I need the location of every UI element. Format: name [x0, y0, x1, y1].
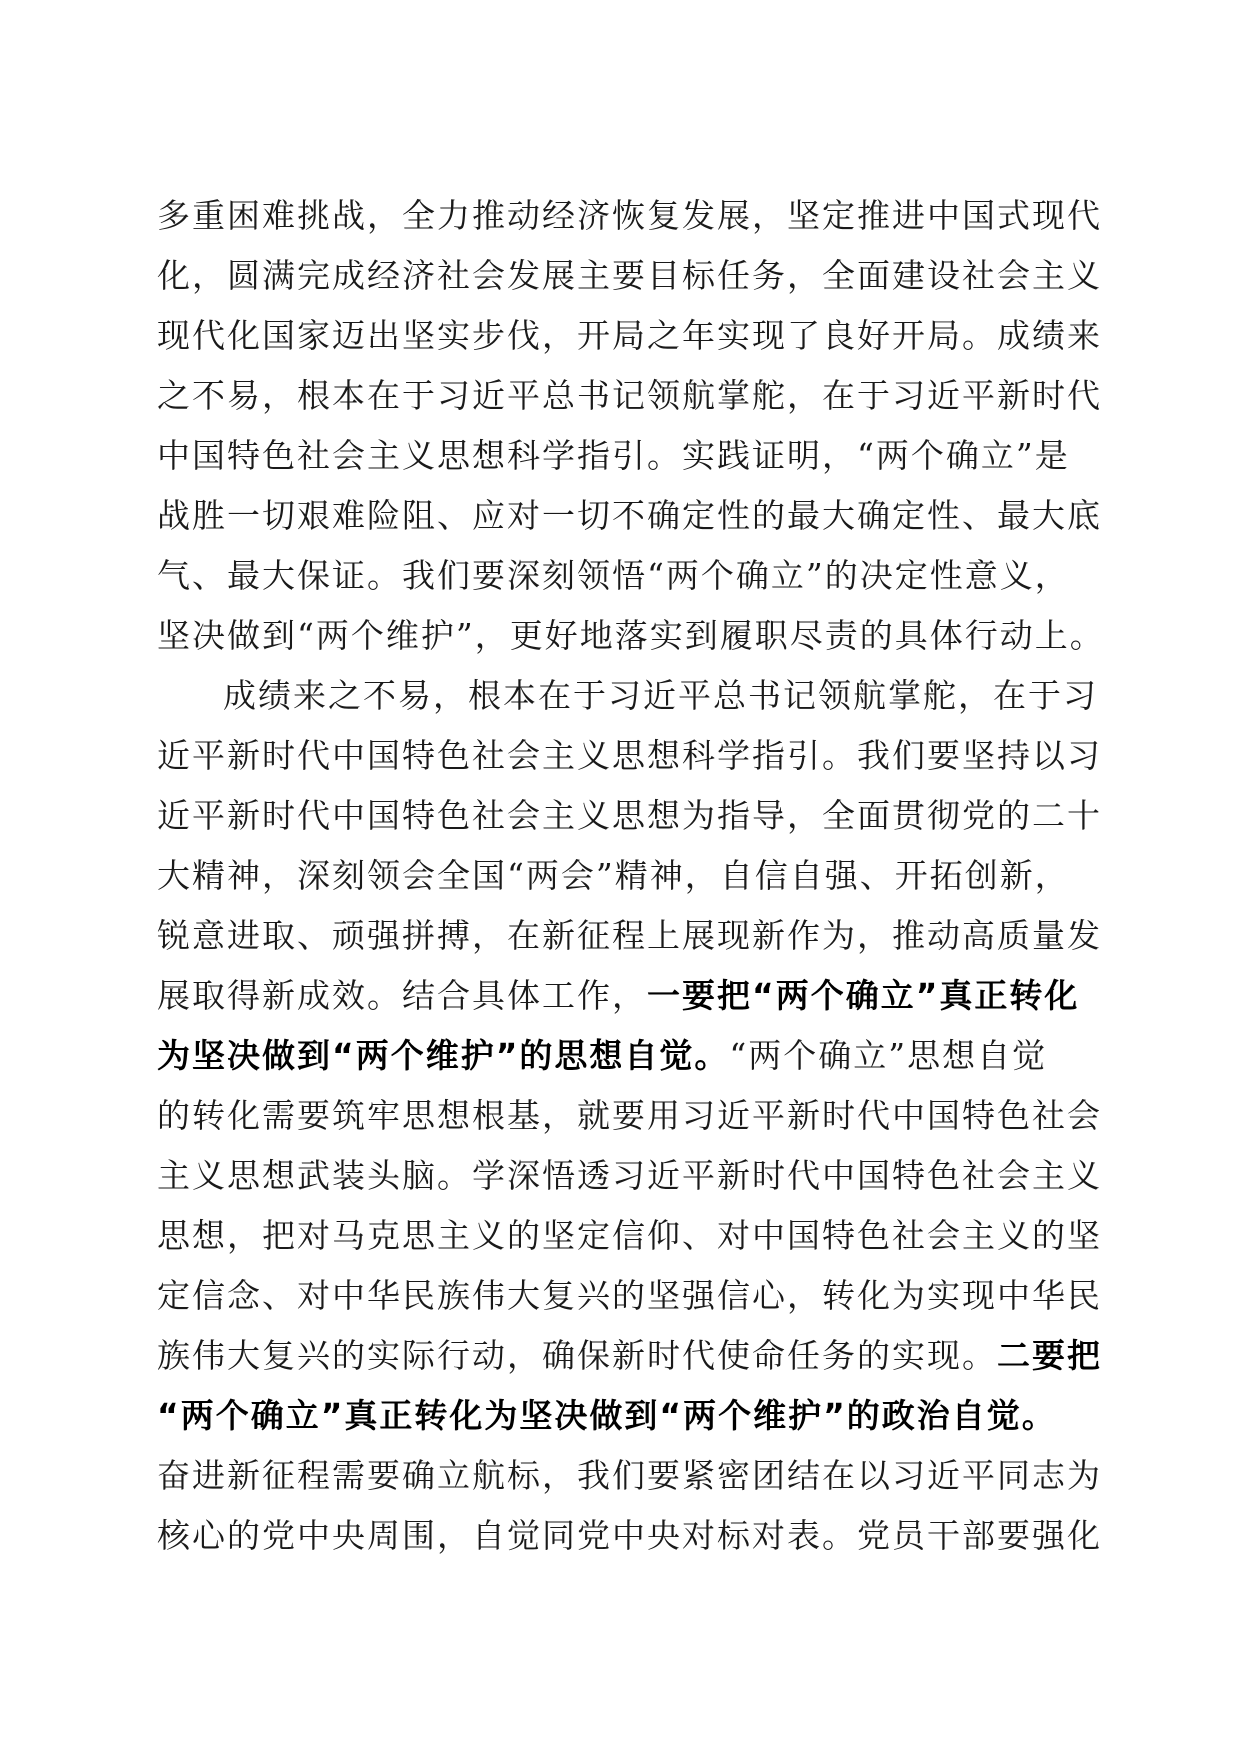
- text-line: 展取得新成效。结合具体工作，一要把“两个确立”真正转化: [157, 976, 1080, 1015]
- bold-heading: 二要把: [997, 1336, 1102, 1375]
- text-line: [157, 1386, 1057, 1446]
- paragraph-start-line: 成绩来之不易，根本在于习近平总书记领航掌舵，在于习: [223, 676, 1098, 715]
- text-line: 族伟大复兴的实际行动，确保新时代使命任务的实现。二要把: [157, 1336, 1102, 1375]
- text-line: 化，圆满完成经济社会发展主要目标任务，全面建设社会主义: [157, 256, 1102, 295]
- text-line: 奋进新征程需要确立航标，我们要紧密团结在以习近平同志为: [157, 1456, 1102, 1495]
- text-line: 大精神，深刻领会全国“两会”精神，自信自强、开拓创新，: [157, 856, 1070, 895]
- text-line: 气、最大保证。我们要深刻领悟“两个确立”的决定性意义，: [157, 556, 1070, 595]
- text-line: 锐意进取、顽强拼搏，在新征程上展现新作为，推动高质量发: [157, 916, 1102, 955]
- text-line: 近平新时代中国特色社会主义思想科学指引。我们要坚持以习: [157, 736, 1102, 775]
- bold-heading: “两个确立”真正转化为坚决做到“两个维护”的政治自觉。: [157, 1396, 1057, 1435]
- text-line: 为坚决做到“两个维护”的思想自觉。“两个确立”思想自觉: [157, 1036, 1048, 1075]
- text-line: 战胜一切艰难险阻、应对一切不确定性的最大确定性、最大底: [157, 496, 1102, 535]
- bold-heading: 为坚决做到“两个维护”的思想自觉。: [157, 1036, 730, 1075]
- text-line: 的转化需要筑牢思想根基，就要用习近平新时代中国特色社会: [157, 1096, 1102, 1135]
- text-line: 核心的党中央周围，自觉同党中央对标对表。党员干部要强化: [157, 1516, 1102, 1555]
- text-line: 之不易，根本在于习近平总书记领航掌舵，在于习近平新时代: [157, 376, 1102, 415]
- text-line: 主义思想武装头脑。学深悟透习近平新时代中国特色社会主义: [157, 1156, 1102, 1195]
- text-line: 近平新时代中国特色社会主义思想为指导，全面贯彻党的二十: [157, 796, 1102, 835]
- text-line: 中国特色社会主义思想科学指引。实践证明，“两个确立”是: [157, 436, 1070, 475]
- text-line: 思想，把对马克思主义的坚定信仰、对中国特色社会主义的坚: [157, 1216, 1102, 1255]
- text-line: 坚决做到“两个维护”，更好地落实到履职尽责的具体行动上。: [157, 616, 1105, 655]
- bold-heading: 一要把“两个确立”真正转化: [647, 976, 1080, 1015]
- text-line: 现代化国家迈出坚实步伐，开局之年实现了良好开局。成绩来: [157, 316, 1102, 355]
- text-line: 定信念、对中华民族伟大复兴的坚强信心，转化为实现中华民: [157, 1276, 1102, 1315]
- text-line: 多重困难挑战，全力推动经济恢复发展，坚定推进中国式现代: [157, 196, 1102, 235]
